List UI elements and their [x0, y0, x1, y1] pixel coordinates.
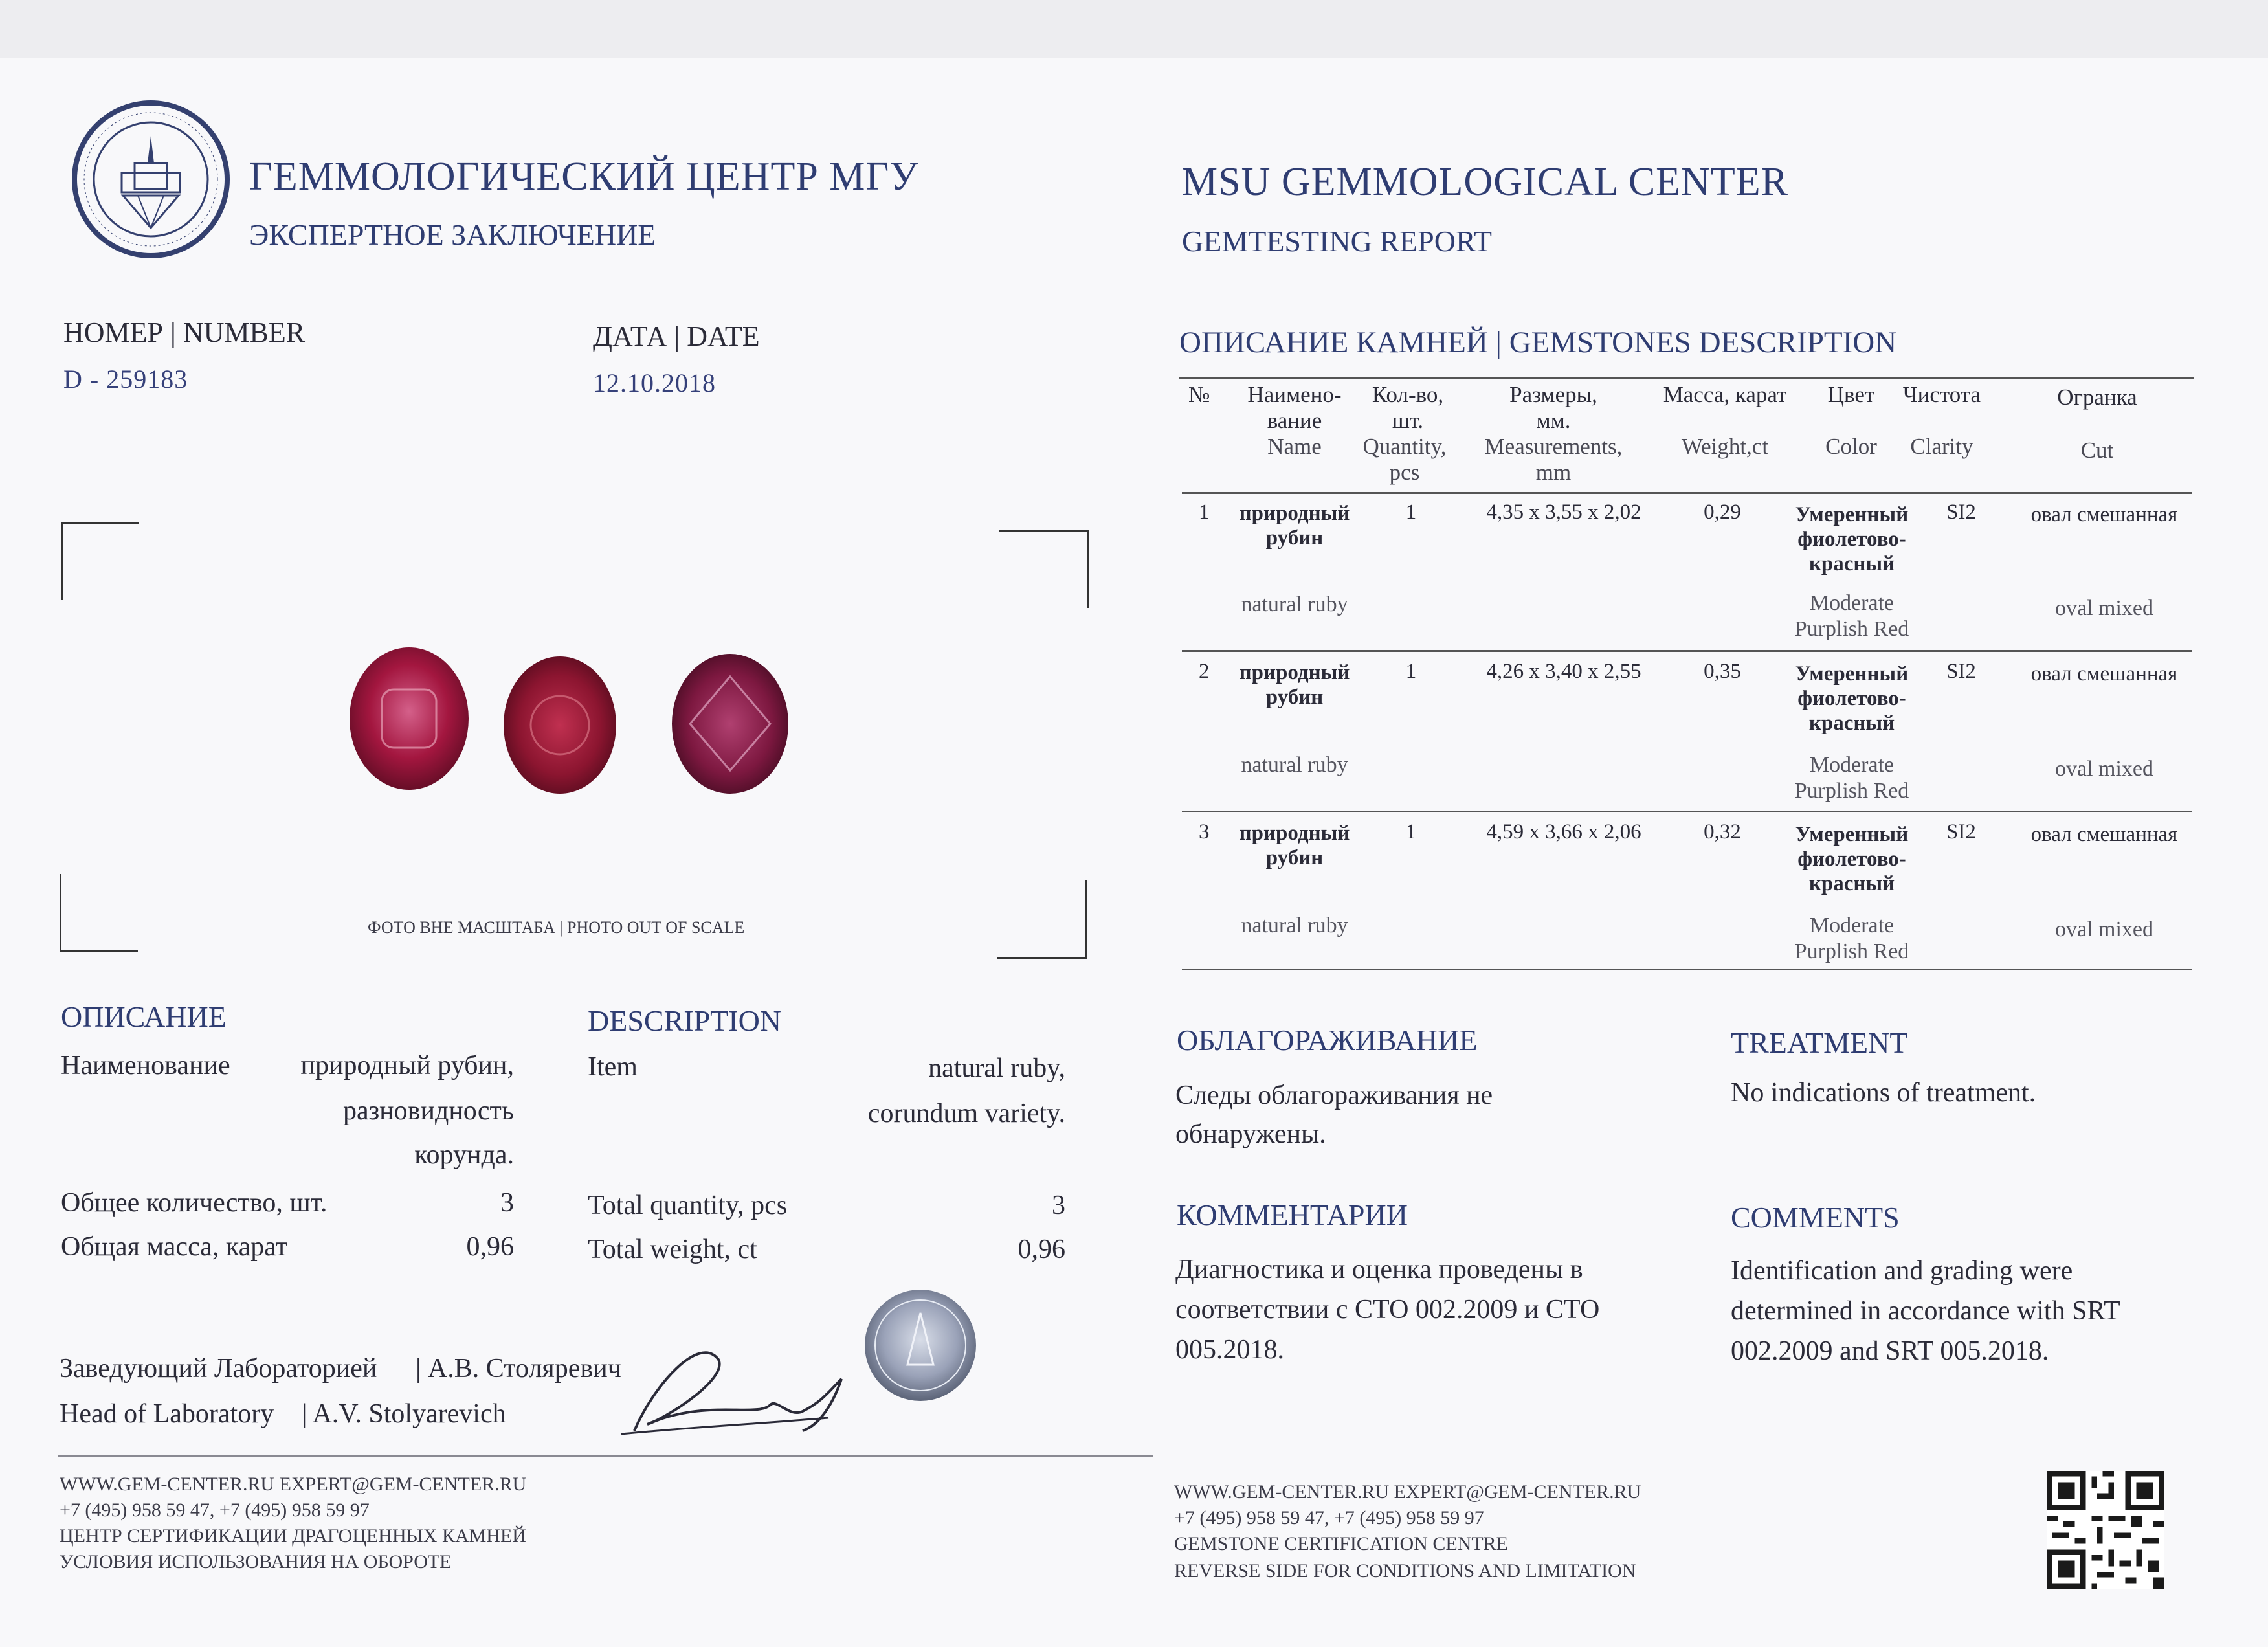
ru-weight-value: 0,96 [466, 1232, 514, 1262]
row-cut-ru: овал смешанная [2030, 823, 2178, 846]
row-name-en: natural ruby [1241, 913, 1348, 937]
row-color-en: Moderate Purplish Red [1794, 913, 1909, 963]
en-description-heading: DESCRIPTION [588, 1004, 782, 1037]
ru-item-line3: корунда. [414, 1140, 514, 1170]
en-head-name: | A.V. Stolyarevich [302, 1399, 506, 1429]
ru-qty-label: Общее количество, шт. [61, 1188, 328, 1218]
row-cut-ru: овал смешанная [2030, 662, 2178, 686]
row-size: 4,35 x 3,55 x 2,02 [1486, 500, 1641, 524]
row-qty: 1 [1405, 500, 1417, 524]
row-no: 2 [1199, 660, 1210, 683]
date-value: 12.10.2018 [593, 368, 716, 398]
en-comments-heading: COMMENTS [1731, 1201, 1900, 1234]
row-clarity: SI2 [1946, 500, 1976, 524]
en-item-label: Item [588, 1052, 638, 1082]
row-cut-en: oval mixed [2054, 917, 2154, 941]
gemstones-heading: ОПИСАНИЕ КАМНЕЙ | GEMSTONES DESCRIPTION [1179, 326, 1897, 359]
msu-logo-icon [70, 98, 232, 260]
col-clarity-en-header: Clarity [1910, 434, 1973, 459]
footer-right-line2: +7 (495) 958 59 47, +7 (495) 958 59 97 [1174, 1507, 1484, 1529]
en-qty-label: Total quantity, pcs [588, 1191, 788, 1220]
row-size: 4,59 x 3,66 x 2,06 [1486, 820, 1641, 844]
row-qty: 1 [1405, 660, 1417, 683]
table-row-rule [1182, 650, 2192, 652]
row-name-en: natural ruby [1241, 753, 1348, 777]
ru-subtitle: ЭКСПЕРТНОЕ ЗАКЛЮЧЕНИЕ [249, 218, 656, 251]
col-color-ru-header: Цвет [1827, 382, 1875, 407]
ruby-stone-1 [350, 647, 469, 790]
en-weight-value: 0,96 [1017, 1235, 1065, 1264]
handwritten-signature [608, 1321, 880, 1450]
photo-frame-corner [999, 530, 1089, 608]
col-clarity-ru-header: Чистота [1902, 382, 1981, 407]
row-cut-en: oval mixed [2054, 596, 2154, 620]
table-top-rule [1179, 377, 2194, 379]
col-no-header: № [1188, 382, 1210, 407]
ru-head-name: | А.В. Столяревич [416, 1354, 621, 1384]
ru-treatment-heading: ОБЛАГОРАЖИВАНИЕ [1177, 1024, 1478, 1057]
col-color-en-header: Color [1825, 434, 1877, 459]
col-size-en-header: Measurements, mm [1484, 434, 1623, 485]
col-mass-en-header: Weight,ct [1681, 434, 1769, 459]
en-treatment-heading: TREATMENT [1731, 1026, 1908, 1059]
footer-right-line1: WWW.GEM-CENTER.RU EXPERT@GEM-CENTER.RU [1174, 1481, 1641, 1503]
ru-head-of-lab: Заведующий Лабораторией [60, 1354, 377, 1384]
number-label: НОМЕР | NUMBER [63, 317, 306, 348]
gemstone-photo [350, 641, 803, 809]
col-cut-ru-header: Огранка [2057, 385, 2137, 410]
ruby-stone-2 [504, 656, 616, 794]
row-weight: 0,32 [1704, 820, 1741, 844]
ru-comments-text: Диагностика и оценка проведены в соответствии с СТО 002.2009 и СТО 005.2018. [1175, 1255, 1600, 1365]
row-size: 4,26 x 3,40 x 2,55 [1486, 660, 1641, 683]
footer-divider [58, 1455, 1153, 1457]
photo-frame-corner [60, 874, 138, 952]
row-name-ru: природный рубин [1239, 661, 1350, 709]
en-qty-value: 3 [1052, 1191, 1065, 1220]
row-color-ru: Умеренный фиолетово- красный [1795, 823, 1909, 895]
col-qty-en-header: Quantity, pcs [1362, 434, 1447, 485]
en-head-of-lab: Head of Laboratory [60, 1399, 274, 1429]
col-size-ru-header: Размеры, мм. [1509, 382, 1597, 433]
table-header-rule [1182, 492, 2192, 494]
en-item-line2: corundum variety. [867, 1099, 1065, 1128]
col-mass-ru-header: Масса, карат [1663, 382, 1787, 407]
row-no: 1 [1199, 500, 1210, 524]
row-qty: 1 [1405, 820, 1417, 844]
en-comments-text: Identification and grading were determined in accordance with SRT 002.2009 and SRT 005.2018. [1731, 1256, 2120, 1366]
col-name-en-header: Name [1267, 434, 1322, 459]
footer-right-line3: GEMSTONE CERTIFICATION CENTRE [1174, 1533, 1508, 1554]
photo-frame-corner [61, 522, 139, 600]
row-name-ru: природный рубин [1239, 502, 1350, 550]
ru-item-label: Наименование [61, 1051, 230, 1081]
row-color-en: Moderate Purplish Red [1794, 753, 1909, 803]
ru-treatment-text: Следы облагораживания не обнаружены. [1175, 1081, 1493, 1149]
hologram-seal-icon [862, 1287, 979, 1404]
row-clarity: SI2 [1946, 820, 1976, 844]
row-color-en: Moderate Purplish Red [1794, 591, 1909, 641]
table-row-rule [1182, 811, 2192, 812]
footer-left-line3: ЦЕНТР СЕРТИФИКАЦИИ ДРАГОЦЕННЫХ КАМНЕЙ [60, 1525, 526, 1547]
ru-qty-value: 3 [500, 1188, 514, 1218]
en-title: MSU GEMMOLOGICAL CENTER [1182, 160, 1788, 204]
row-color-ru: Умеренный фиолетово- красный [1795, 662, 1909, 735]
en-item-line1: natural ruby, [928, 1053, 1065, 1083]
footer-right-line4: REVERSE SIDE FOR CONDITIONS AND LIMITATION [1174, 1560, 1636, 1582]
table-bottom-rule [1182, 969, 2192, 970]
en-weight-label: Total weight, ct [588, 1235, 757, 1264]
row-weight: 0,35 [1704, 660, 1741, 683]
col-cut-en-header: Cut [2080, 438, 2114, 463]
ru-weight-label: Общая масса, карат [61, 1232, 288, 1262]
number-value: D - 259183 [63, 364, 188, 394]
col-name-ru-header: Наимено- вание [1247, 382, 1342, 433]
footer-left-line1: WWW.GEM-CENTER.RU EXPERT@GEM-CENTER.RU [60, 1473, 527, 1495]
row-cut-en: oval mixed [2054, 757, 2154, 781]
row-color-ru: Умеренный фиолетово- красный [1795, 503, 1909, 576]
en-treatment-text: No indications of treatment. [1731, 1078, 2036, 1108]
row-name-en: natural ruby [1241, 592, 1348, 616]
ru-comments-heading: КОММЕНТАРИИ [1177, 1198, 1408, 1231]
table-row [1182, 497, 2192, 650]
table-row [1182, 656, 2192, 809]
row-no: 3 [1199, 820, 1210, 844]
row-clarity: SI2 [1946, 660, 1976, 683]
row-cut-ru: овал смешанная [2030, 503, 2178, 526]
date-label: ДАТА | DATE [593, 320, 760, 352]
row-weight: 0,29 [1704, 500, 1741, 524]
photo-caption: ФОТО ВНЕ МАСШТАБА | PHOTO OUT OF SCALE [368, 918, 745, 937]
photo-frame-corner [997, 880, 1087, 959]
col-qty-ru-header: Кол-во, шт. [1372, 382, 1444, 433]
ru-title: ГЕММОЛОГИЧЕСКИЙ ЦЕНТР МГУ [249, 155, 919, 199]
ru-item-line2: разновидность [342, 1096, 514, 1126]
table-row [1182, 817, 2192, 970]
footer-left-line4: УСЛОВИЯ ИСПОЛЬЗОВАНИЯ НА ОБОРОТЕ [60, 1551, 452, 1573]
ru-description-heading: ОПИСАНИЕ [61, 1000, 227, 1033]
qr-code-icon [2047, 1471, 2164, 1589]
en-subtitle: GEMTESTING REPORT [1182, 225, 1492, 258]
ru-item-line1: природный рубин, [300, 1051, 514, 1081]
ruby-stone-3 [672, 654, 788, 794]
footer-left-line2: +7 (495) 958 59 47, +7 (495) 958 59 97 [60, 1499, 370, 1521]
row-name-ru: природный рубин [1239, 822, 1350, 869]
